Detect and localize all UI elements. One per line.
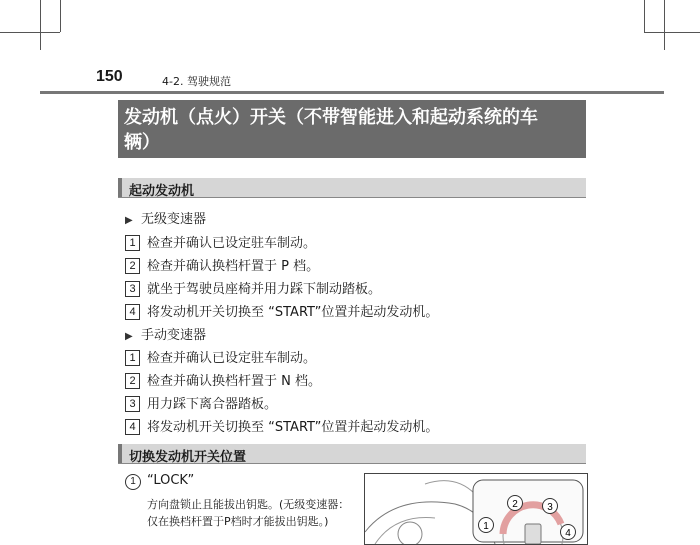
- subsection-heading-text: 起动发动机: [129, 184, 195, 199]
- subsection-heading-text: 切换发动机开关位置: [129, 450, 247, 465]
- triangle-bullet-icon: ▶: [125, 331, 133, 342]
- header-rule: [40, 91, 664, 94]
- svg-text:2: 2: [512, 499, 518, 510]
- crop-mark: [0, 32, 60, 33]
- crop-mark: [40, 0, 41, 50]
- callout-2: [508, 496, 523, 511]
- svg-text:1: 1: [483, 521, 489, 532]
- page-number: 150: [96, 68, 123, 85]
- step-number-icon: 1: [125, 350, 140, 366]
- list-item: 1 检查并确认已设定驻车制动。: [125, 232, 316, 251]
- list-item: 1 检查并确认已设定驻车制动。: [125, 347, 316, 366]
- svg-text:3: 3: [547, 502, 553, 513]
- callout-4: [561, 525, 576, 540]
- subsection-heading-start-engine: [118, 178, 586, 198]
- transmission-label-cvt: ▶ 无级变速器: [125, 212, 207, 227]
- title-line: 发动机（点火）开关（不带智能进入和起动系统的车: [124, 107, 538, 128]
- heading-bar: [118, 444, 122, 463]
- step-number-icon: 2: [125, 373, 140, 389]
- list-item: 4 将发动机开关切换至 “START”位置并起动发动机。: [125, 301, 438, 320]
- crop-mark: [664, 0, 665, 50]
- position-label: “LOCK”: [147, 473, 195, 488]
- list-item: 2 检查并确认换档杆置于 P 档。: [125, 255, 319, 274]
- list-item: 3 用力踩下离合器踏板。: [125, 393, 277, 412]
- transmission-label-manual: ▶ 手动变速器: [125, 328, 207, 343]
- page-title: [118, 100, 586, 158]
- step-number-icon: 1: [125, 235, 140, 251]
- position-item-lock: [125, 473, 194, 490]
- steering-column-illustration: [365, 474, 587, 544]
- step-number-icon: 4: [125, 304, 140, 320]
- crop-mark: [644, 0, 645, 32]
- step-number-icon: 3: [125, 281, 140, 297]
- step-number-icon: 3: [125, 396, 140, 412]
- crop-mark: [644, 32, 700, 33]
- heading-bar: [118, 178, 122, 197]
- svg-text:4: 4: [565, 528, 571, 539]
- list-item: 3 就坐于驾驶员座椅并用力踩下制动踏板。: [125, 278, 381, 297]
- list-item: 2 检查并确认换档杆置于 N 档。: [125, 370, 321, 389]
- crop-mark: [60, 0, 61, 32]
- subsection-heading-switch-positions: [118, 444, 586, 464]
- triangle-bullet-icon: ▶: [125, 215, 133, 226]
- circled-number-icon: 1: [125, 474, 141, 490]
- callout-1: [479, 518, 494, 533]
- list-item: 4 将发动机开关切换至 “START”位置并起动发动机。: [125, 416, 438, 435]
- callout-3: [543, 499, 558, 514]
- step-number-icon: 4: [125, 419, 140, 435]
- title-line: 辆）: [124, 132, 160, 153]
- ignition-switch-figure: [364, 473, 588, 545]
- step-number-icon: 2: [125, 258, 140, 274]
- section-label: 4-2. 驾驶规范: [162, 75, 231, 88]
- position-description: 方向盘锁止且能拔出钥匙。(无级变速器：仅在换档杆置于P档时才能拔出钥匙。): [147, 498, 350, 528]
